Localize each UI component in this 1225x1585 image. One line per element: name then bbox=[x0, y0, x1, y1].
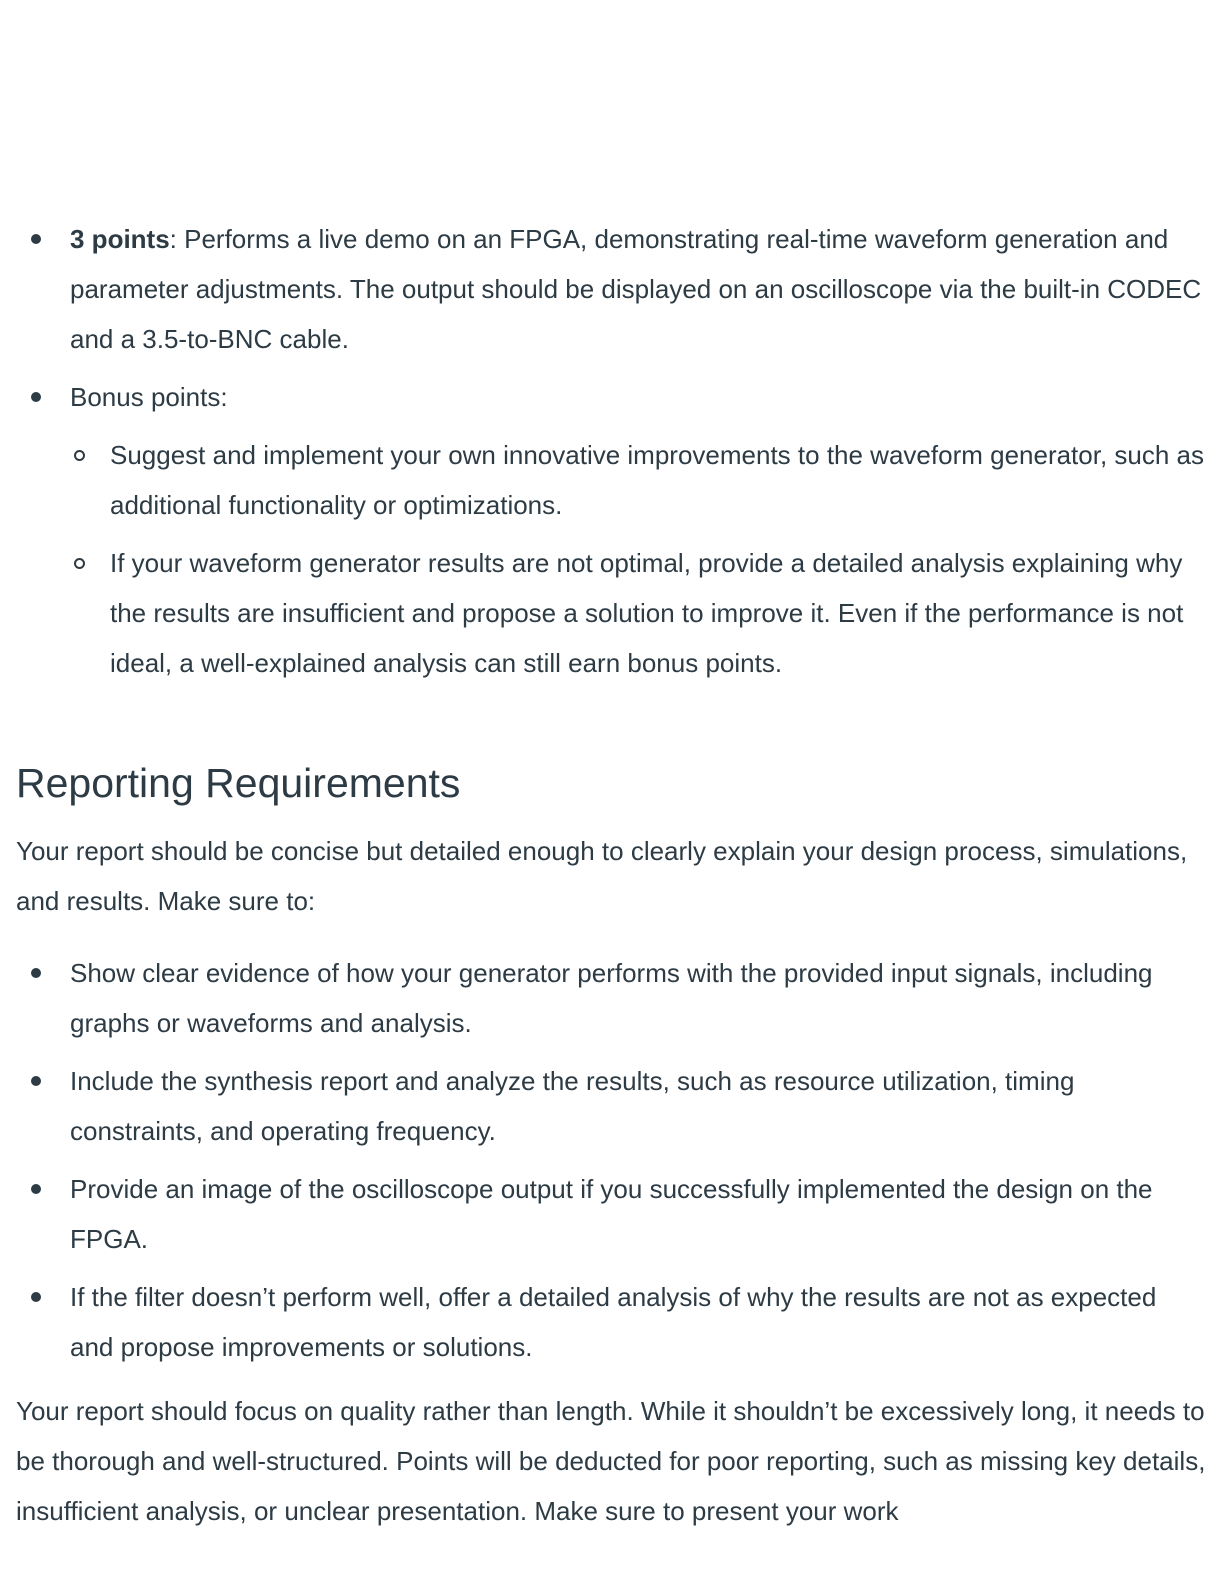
bonus-sublist bbox=[70, 430, 1206, 688]
list-item bbox=[16, 1056, 1206, 1156]
bullet-icon bbox=[31, 968, 41, 978]
list-item-text: Show clear evidence of how your generator performs with the provided input signals, including graphs or waveforms and analysis. bbox=[70, 958, 1153, 1038]
list-item-text: Include the synthesis report and analyze the results, such as resource utilization, timing constraints, and operating frequency. bbox=[70, 1066, 1075, 1146]
bullet-icon bbox=[31, 392, 41, 402]
reporting-list bbox=[16, 948, 1206, 1372]
intro-paragraph: Your report should be concise but detailed enough to clearly explain your design process, simulations, and results. Make sure to: bbox=[16, 836, 1188, 916]
points-label: 3 points bbox=[70, 224, 170, 254]
sub-list-item bbox=[70, 538, 1206, 688]
list-item bbox=[16, 948, 1206, 1048]
hollow-bullet-icon bbox=[74, 450, 85, 461]
list-item-text: Provide an image of the oscilloscope output if you successfully implemented the design on the FPGA. bbox=[70, 1174, 1153, 1254]
sub-list-item-text: Suggest and implement your own innovative improvements to the waveform generator, such as additional functionality or optimizations. bbox=[110, 440, 1205, 520]
sub-list-item-text: If your waveform generator results are not optimal, provide a detailed analysis explaining why the results are insufficient and propose a solution to improve it. Even if the performance is not ideal, a well-explained analysis can still earn bonus points. bbox=[110, 548, 1184, 678]
list-item-text: : Performs a live demo on an FPGA, demonstrating real-time waveform generation and parameter adjustments. The output should be displayed on an oscilloscope via the built-in CODEC and a 3.5-to-BNC cable. bbox=[70, 224, 1202, 354]
list-item bbox=[16, 1272, 1206, 1372]
section-heading: Reporting Requirements bbox=[16, 760, 461, 806]
list-item-text: If the filter doesn’t perform well, offer a detailed analysis of why the results are not as expected and propose improvements or solutions. bbox=[70, 1282, 1157, 1362]
grading-list bbox=[16, 214, 1206, 688]
bullet-icon bbox=[31, 234, 41, 244]
bullet-icon bbox=[31, 1076, 41, 1086]
hollow-bullet-icon bbox=[74, 558, 85, 569]
bullet-icon bbox=[31, 1292, 41, 1302]
list-item bbox=[16, 214, 1206, 364]
list-item bbox=[16, 372, 1206, 688]
list-item bbox=[16, 1164, 1206, 1264]
closing-paragraph: Your report should focus on quality rather than length. While it shouldn’t be excessively long, it needs to be thorough and well-structured. Points will be deducted for poor reporting, such as missing key details, insufficient analysis, or unclear presentation. Make sure to present your work bbox=[16, 1396, 1206, 1526]
sub-list-item bbox=[70, 430, 1206, 530]
bullet-icon bbox=[31, 1184, 41, 1194]
list-item-text: Bonus points: bbox=[70, 382, 228, 412]
document-content bbox=[16, 214, 1206, 1558]
